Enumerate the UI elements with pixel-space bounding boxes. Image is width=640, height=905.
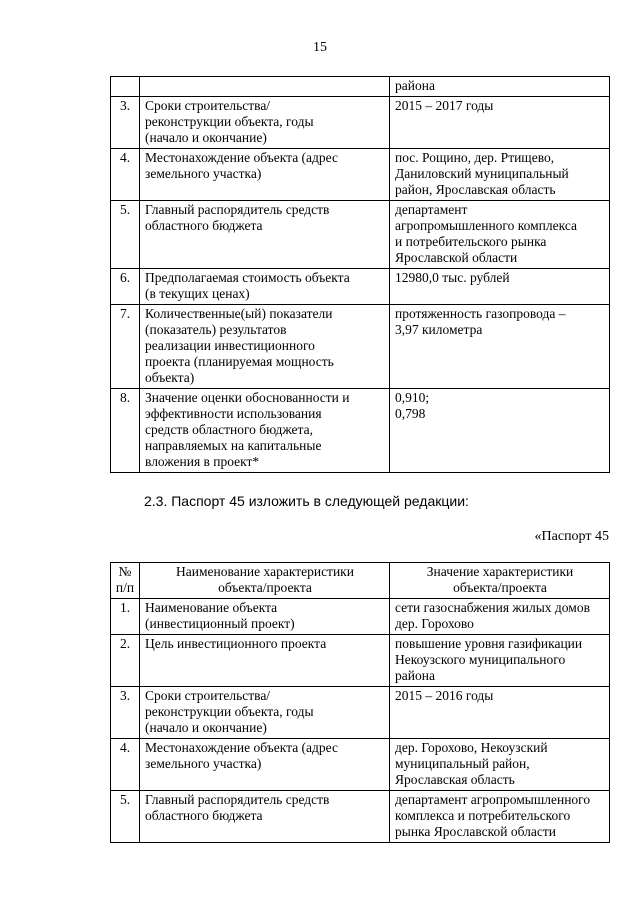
header-characteristic-value: Значение характеристики объекта/проекта bbox=[390, 563, 610, 599]
row-number: 7. bbox=[111, 305, 140, 389]
characteristic-value: района bbox=[390, 77, 610, 97]
row-number: 3. bbox=[111, 97, 140, 149]
characteristic-value: 2015 – 2017 годы bbox=[390, 97, 610, 149]
characteristic-name bbox=[140, 77, 390, 97]
characteristic-name: Главный распорядитель средств областного бюджета bbox=[140, 791, 390, 843]
header-number: № п/п bbox=[111, 563, 140, 599]
passport-table-continued bbox=[110, 76, 610, 473]
table-row bbox=[111, 149, 610, 201]
row-number: 6. bbox=[111, 269, 140, 305]
characteristic-value: 12980,0 тыс. рублей bbox=[390, 269, 610, 305]
characteristic-name: Сроки строительства/ реконструкции объекта, годы (начало и окончание) bbox=[140, 97, 390, 149]
table-row bbox=[111, 635, 610, 687]
characteristic-name: Главный распорядитель средств областного бюджета bbox=[140, 201, 390, 269]
characteristic-value: сети газоснабжения жилых домов дер. Горохово bbox=[390, 599, 610, 635]
characteristic-name: Цель инвестиционного проекта bbox=[140, 635, 390, 687]
header-characteristic-name: Наименование характеристики объекта/проекта bbox=[140, 563, 390, 599]
characteristic-name: Количественные(ый) показатели (показатель) результатов реализации инвестиционного проекта (планируемая мощность объекта) bbox=[140, 305, 390, 389]
characteristic-name: Предполагаемая стоимость объекта (в текущих ценах) bbox=[140, 269, 390, 305]
characteristic-value: повышение уровня газификации Некоузского муниципального района bbox=[390, 635, 610, 687]
row-number: 5. bbox=[111, 791, 140, 843]
table-row bbox=[111, 389, 610, 473]
characteristic-value: департамент агропромышленного комплекса и потребительского рынка Ярославской области bbox=[390, 791, 610, 843]
table-body bbox=[111, 77, 610, 473]
characteristic-name: Значение оценки обоснованности и эффективности использования средств областного бюджета, направляемых на капитальные вложения в проект* bbox=[140, 389, 390, 473]
row-number: 1. bbox=[111, 599, 140, 635]
row-number: 4. bbox=[111, 149, 140, 201]
characteristic-value: департамент агропромышленного комплекса и потребительского рынка Ярославской области bbox=[390, 201, 610, 269]
table-row bbox=[111, 77, 610, 97]
row-number: 3. bbox=[111, 687, 140, 739]
table-row bbox=[111, 201, 610, 269]
characteristic-value: 0,910; 0,798 bbox=[390, 389, 610, 473]
row-number bbox=[111, 77, 140, 97]
page-number: 15 bbox=[313, 40, 327, 55]
characteristic-value: дер. Горохово, Некоузский муниципальный район, Ярославская область bbox=[390, 739, 610, 791]
table-row bbox=[111, 97, 610, 149]
characteristic-value: 2015 – 2016 годы bbox=[390, 687, 610, 739]
amendment-paragraph: 2.3. Паспорт 45 изложить в следующей редакции: bbox=[144, 493, 469, 509]
characteristic-name: Местонахождение объекта (адрес земельного участка) bbox=[140, 739, 390, 791]
table-row bbox=[111, 791, 610, 843]
row-number: 2. bbox=[111, 635, 140, 687]
characteristic-value: пос. Рощино, дер. Ртищево, Даниловский муниципальный район, Ярославская область bbox=[390, 149, 610, 201]
passport-45-table bbox=[110, 562, 610, 843]
characteristic-name: Наименование объекта (инвестиционный проект) bbox=[140, 599, 390, 635]
characteristic-name: Сроки строительства/ реконструкции объекта, годы (начало и окончание) bbox=[140, 687, 390, 739]
passport-heading: «Паспорт 45 bbox=[534, 529, 609, 544]
characteristic-name: Местонахождение объекта (адрес земельного участка) bbox=[140, 149, 390, 201]
characteristic-value: протяженность газопровода – 3,97 километра bbox=[390, 305, 610, 389]
table-row bbox=[111, 687, 610, 739]
table-body bbox=[111, 563, 610, 843]
table-header-row bbox=[111, 563, 610, 599]
table-row bbox=[111, 739, 610, 791]
table-row bbox=[111, 599, 610, 635]
table-row bbox=[111, 305, 610, 389]
row-number: 5. bbox=[111, 201, 140, 269]
row-number: 4. bbox=[111, 739, 140, 791]
table-row bbox=[111, 269, 610, 305]
row-number: 8. bbox=[111, 389, 140, 473]
